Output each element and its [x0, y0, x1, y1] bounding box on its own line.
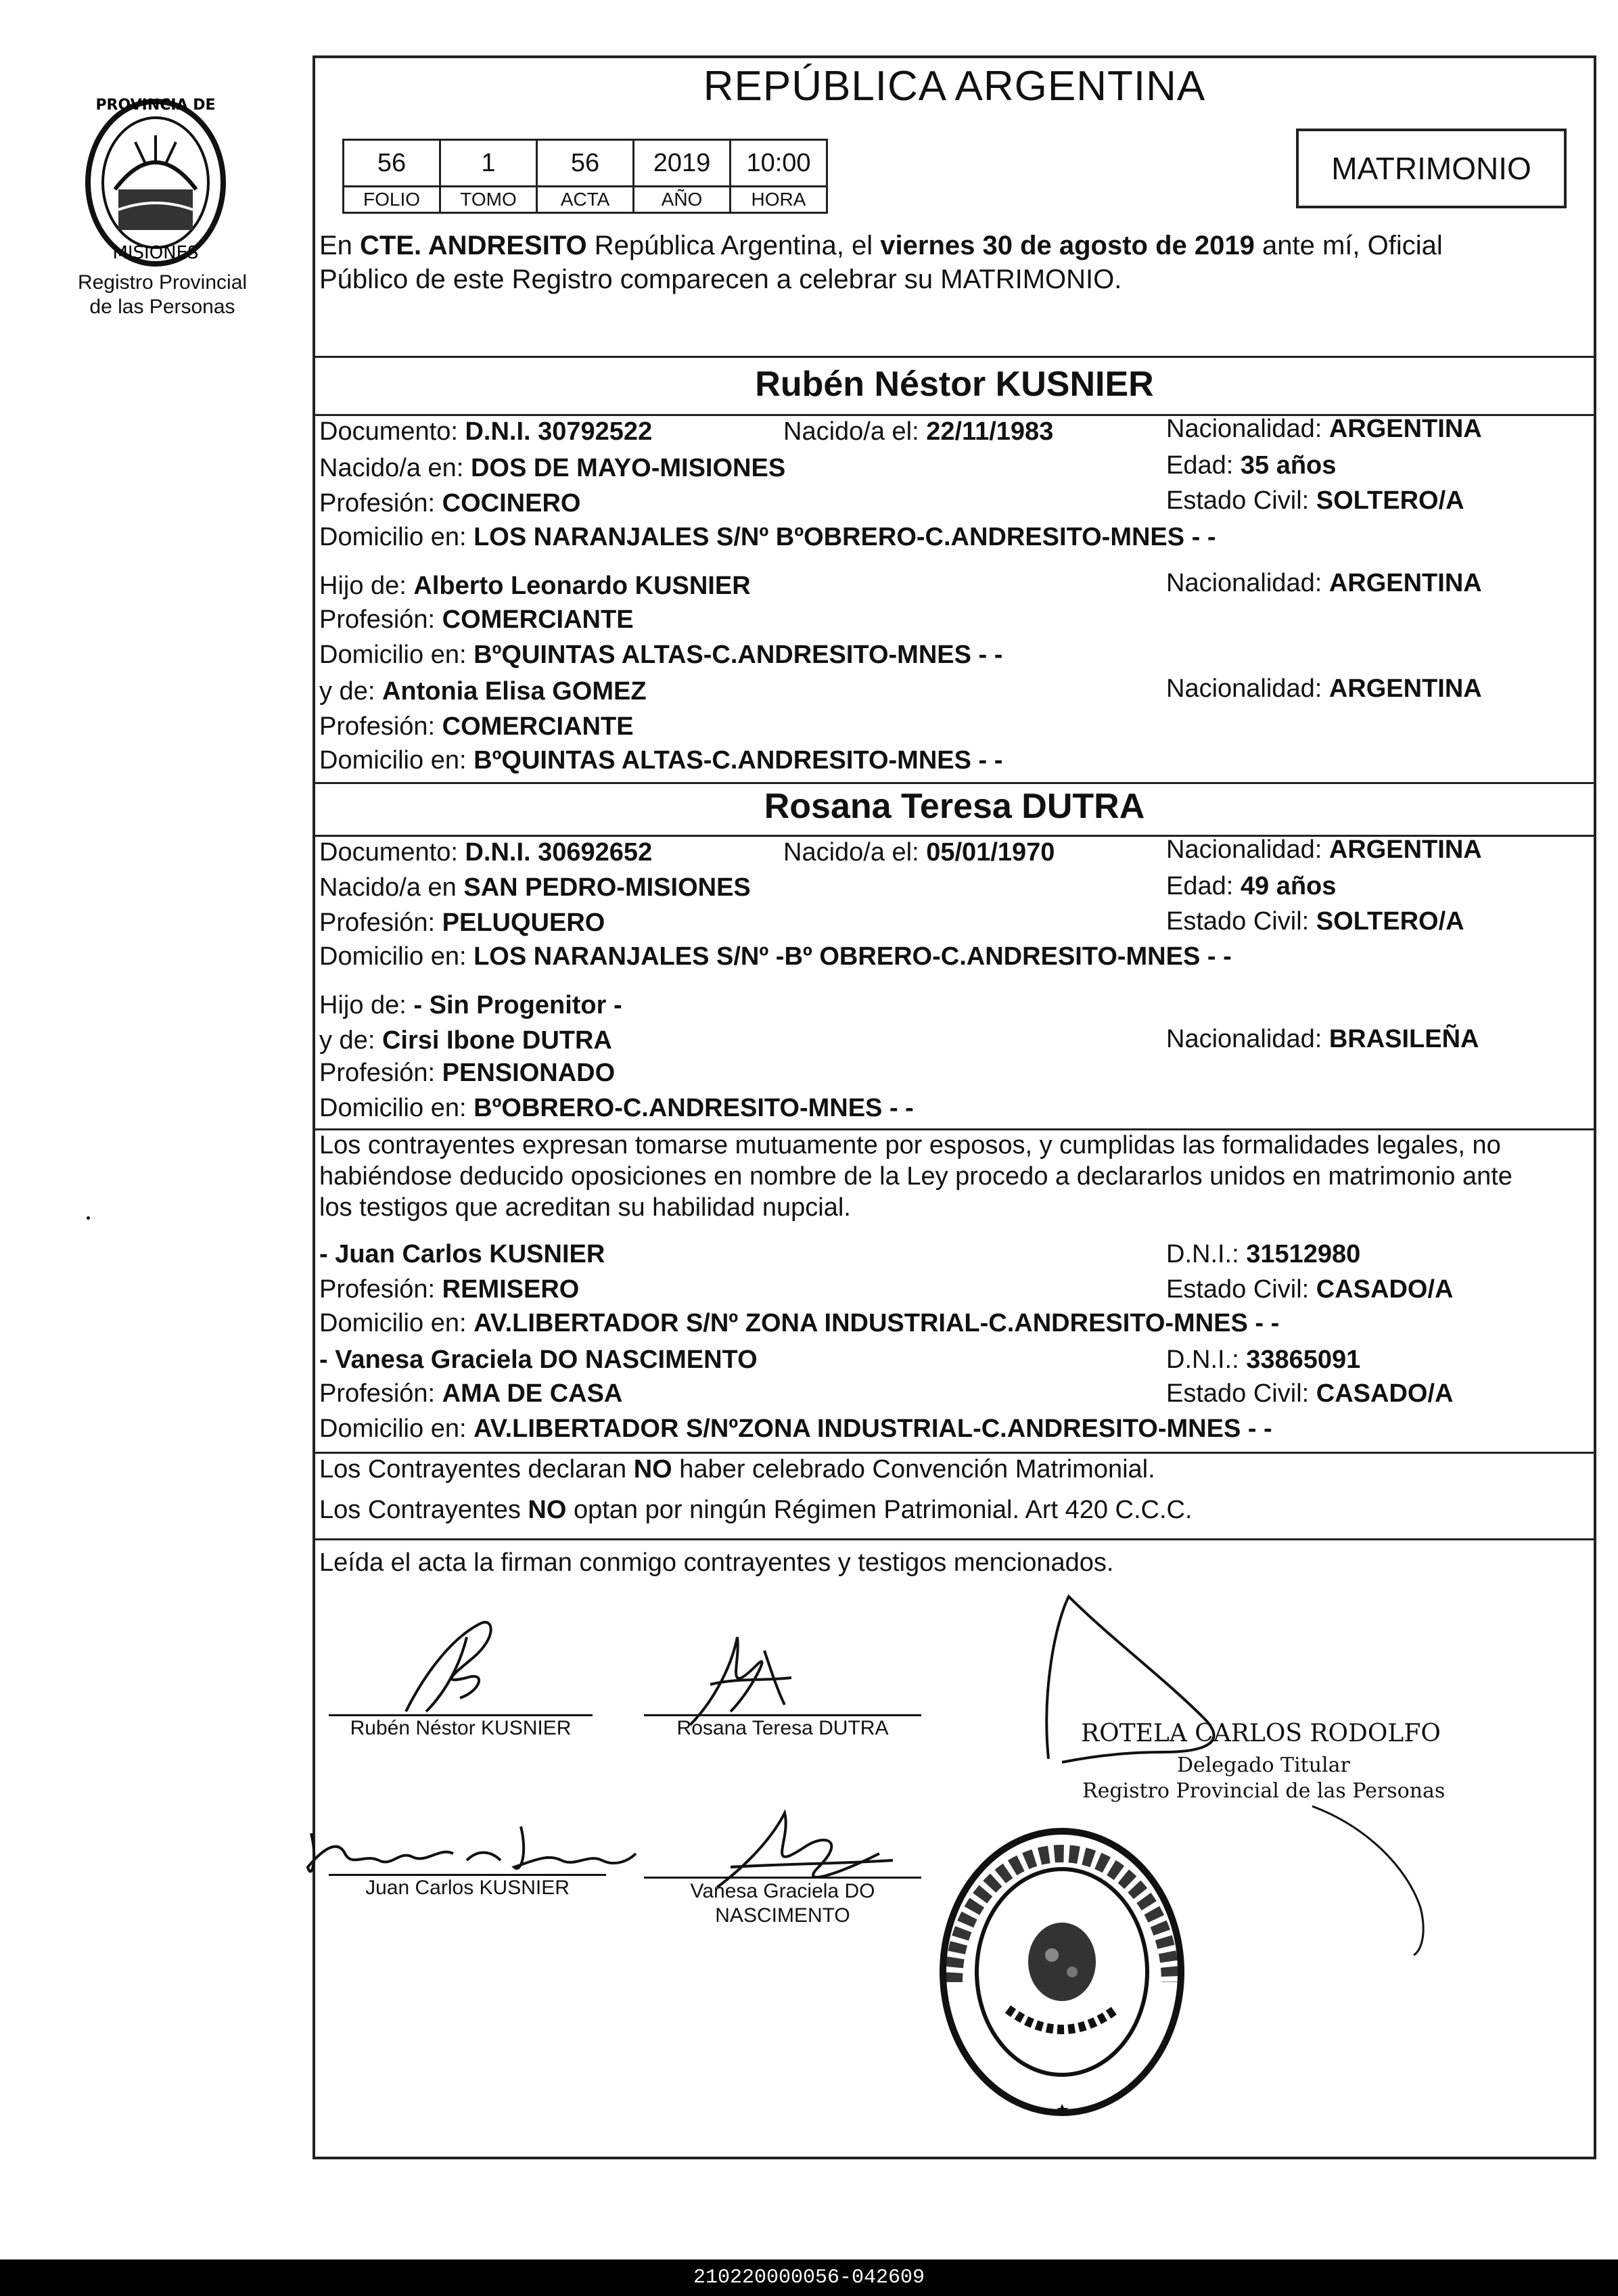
emphasis: NO — [633, 1455, 672, 1484]
value: 49 años — [1240, 872, 1337, 900]
divider — [313, 782, 1596, 784]
officer-organization: Registro Provincial de las Personas — [1082, 1779, 1446, 1803]
person2-mother — [319, 1024, 612, 1057]
intro-text: En — [319, 231, 361, 260]
value: Alberto Leonardo KUSNIER — [413, 572, 751, 600]
intro-text: ante mí, Oficial — [1254, 231, 1443, 260]
label: Profesión: — [319, 605, 436, 634]
page-title: REPÚBLICA ARGENTINA — [703, 63, 1206, 110]
value: ARGENTINA — [1328, 835, 1482, 864]
signature-name-vanesa-line2: NASCIMENTO — [715, 1904, 850, 1927]
signature-name-juan: Juan Carlos KUSNIER — [365, 1877, 570, 1899]
person2-father — [319, 989, 622, 1021]
label: y de: — [319, 677, 375, 706]
person1-mother-profession — [319, 710, 634, 743]
value: 33865091 — [1246, 1346, 1361, 1374]
intro-paragraph — [319, 229, 1591, 296]
person2-profession — [319, 906, 605, 939]
text: haber celebrado Convención Matrimonial. — [672, 1455, 1155, 1484]
value: AMA DE CASA — [442, 1379, 623, 1408]
label: D.N.I.: — [1166, 1346, 1239, 1374]
person2-nationality — [1166, 833, 1482, 866]
value: ARGENTINA — [1328, 415, 1482, 443]
label: Estado Civil: — [1166, 907, 1310, 936]
label: Profesión: — [319, 909, 436, 937]
declaration-line2: habiéndose deducido oposiciones en nombre de la Ley procedo a declararlos unidos en matrimonio ante — [319, 1162, 1512, 1191]
witness2-name — [319, 1344, 758, 1376]
logo-caption — [61, 271, 264, 319]
label: Nacionalidad: — [1166, 415, 1322, 443]
person2-address — [319, 940, 1232, 973]
folio-value: 56 — [344, 140, 440, 187]
registry-logo — [74, 88, 237, 271]
convention-line1 — [319, 1453, 1155, 1486]
person2-birthplace — [319, 871, 751, 904]
signature-name-ruben: Rubén Néstor KUSNIER — [350, 1717, 572, 1739]
person1-father-address — [319, 639, 1002, 671]
record-data-table — [342, 139, 828, 214]
value: LOS NARANJALES S/Nº BºOBRERO-C.ANDRESITO-MNES - - — [473, 523, 1216, 551]
person1-mother — [319, 675, 647, 708]
label: Estado Civil: — [1166, 486, 1310, 515]
document-id-footer: 210220000056-042609 — [0, 2259, 1618, 2296]
value: LOS NARANJALES S/Nº -Bº OBRERO-C.ANDRESITO-MNES - - — [473, 942, 1232, 971]
label: Nacionalidad: — [1166, 569, 1322, 597]
intro-line1 — [319, 229, 1591, 262]
label: Domicilio en: — [319, 1309, 467, 1337]
signature-line — [329, 1874, 606, 1876]
label: Domicilio en: — [319, 1094, 467, 1122]
declaration-paragraph — [319, 1130, 1595, 1223]
person1-age — [1166, 449, 1336, 482]
label: Edad: — [1166, 451, 1234, 480]
label: Nacido/a en — [319, 873, 457, 902]
label: Documento: — [319, 417, 458, 446]
value: 22/11/1983 — [926, 417, 1054, 446]
label: Profesión: — [319, 712, 436, 741]
value: 05/01/1970 — [926, 838, 1055, 867]
witness1-dni — [1166, 1238, 1360, 1270]
officer-title: Delegado Titular — [1177, 1753, 1350, 1777]
witness2-civil-status — [1166, 1377, 1453, 1410]
label: D.N.I.: — [1166, 1240, 1239, 1268]
value: PENSIONADO — [442, 1059, 616, 1087]
person2-mother-nationality — [1166, 1023, 1479, 1055]
intro-date: viernes 30 de agosto de 2019 — [880, 231, 1255, 260]
witness1-address — [319, 1307, 1279, 1339]
value: AV.LIBERTADOR S/Nº ZONA INDUSTRIAL-C.ANDRESITO-MNES - - — [473, 1309, 1280, 1337]
value: SAN PEDRO-MISIONES — [463, 873, 751, 902]
label: Estado Civil: — [1166, 1379, 1310, 1408]
label: Profesión: — [319, 489, 436, 518]
signature-name-rosana: Rosana Teresa DUTRA — [676, 1717, 889, 1739]
tomo-label: TOMO — [440, 187, 537, 213]
person1-birthdate — [783, 415, 1053, 448]
value: COCINERO — [442, 489, 581, 518]
value: - Vanesa Graciela DO NASCIMENTO — [319, 1346, 758, 1374]
person1-father — [319, 570, 751, 602]
person1-profession — [319, 487, 580, 520]
label: Nacido/a en: — [319, 454, 464, 482]
value: BºOBRERO-C.ANDRESITO-MNES - - — [473, 1094, 914, 1122]
text: Los Contrayentes — [319, 1496, 528, 1524]
person1-address — [319, 521, 1216, 553]
anio-label: AÑO — [634, 187, 731, 213]
label: Domicilio en: — [319, 641, 467, 669]
value: 31512980 — [1246, 1240, 1361, 1268]
value: BºQUINTAS ALTAS-C.ANDRESITO-MNES - - — [473, 746, 1003, 775]
witness2-dni — [1166, 1344, 1360, 1376]
value: BRASILEÑA — [1328, 1025, 1479, 1053]
person2-birthdate — [783, 836, 1055, 869]
value: PELUQUERO — [442, 909, 605, 937]
person1-mother-nationality — [1166, 672, 1482, 705]
value: CASADO/A — [1316, 1379, 1454, 1408]
stray-dot — [87, 1216, 90, 1220]
value: SOLTERO/A — [1316, 907, 1464, 936]
closing-statement: Leída el acta la firman conmigo contrayentes y testigos mencionados. — [319, 1548, 1114, 1577]
value: ARGENTINA — [1328, 674, 1482, 703]
hora-label: HORA — [731, 187, 827, 213]
label: Profesión: — [319, 1379, 436, 1408]
person1-father-nationality — [1166, 567, 1482, 599]
value: COMERCIANTE — [442, 712, 634, 741]
value: - Juan Carlos KUSNIER — [319, 1240, 605, 1268]
value: D.N.I. 30792522 — [465, 417, 653, 446]
hora-value: 10:00 — [731, 140, 827, 187]
label: Hijo de: — [319, 991, 407, 1019]
person1-father-profession — [319, 603, 634, 636]
value: CASADO/A — [1316, 1275, 1454, 1304]
acta-label: ACTA — [537, 187, 634, 213]
divider — [313, 356, 1596, 358]
label: Nacionalidad: — [1166, 1025, 1322, 1053]
intro-text: República Argentina, el — [586, 231, 881, 260]
label: y de: — [319, 1026, 375, 1055]
intro-line2: Público de este Registro comparecen a celebrar su MATRIMONIO. — [319, 265, 1122, 294]
person2-mother-profession — [319, 1057, 615, 1089]
value: BºQUINTAS ALTAS-C.ANDRESITO-MNES - - — [473, 641, 1003, 669]
label: Profesión: — [319, 1059, 436, 1087]
officer-name: ROTELA CARLOS RODOLFO — [1081, 1720, 1441, 1747]
label: Nacionalidad: — [1166, 674, 1322, 703]
value: DOS DE MAYO-MISIONES — [470, 454, 786, 482]
label: Domicilio en: — [319, 523, 467, 551]
label: Nacido/a el: — [783, 838, 919, 867]
svg-text:PROVINCIA DE: PROVINCIA DE — [95, 97, 216, 114]
label: Domicilio en: — [319, 942, 467, 971]
official-stamp-icon — [933, 1820, 1191, 2124]
person1-birthplace — [319, 452, 785, 484]
value: 35 años — [1240, 451, 1337, 480]
province-seal-icon — [74, 88, 237, 271]
witness1-civil-status — [1166, 1273, 1453, 1306]
value: - Sin Progenitor - — [413, 991, 622, 1019]
logo-caption-line1: Registro Provincial — [77, 271, 248, 294]
emphasis: NO — [528, 1496, 567, 1524]
person2-civil-status — [1166, 905, 1464, 938]
value: AV.LIBERTADOR S/NºZONA INDUSTRIAL-C.ANDRESITO-MNES - - — [473, 1415, 1272, 1443]
label: Edad: — [1166, 872, 1234, 900]
signature-line — [644, 1714, 921, 1716]
declaration-line3: los testigos que acreditan su habilidad nupcial. — [319, 1193, 851, 1222]
witness1-profession — [319, 1273, 579, 1306]
person2-mother-address — [319, 1092, 914, 1124]
text: optan por ningún Régimen Patrimonial. Art 420 C.C.C. — [566, 1496, 1193, 1524]
signature-name-vanesa — [644, 1879, 921, 1928]
label: Documento: — [319, 838, 458, 867]
convention-line2 — [319, 1494, 1193, 1526]
text: Los Contrayentes declaran — [319, 1455, 634, 1484]
value: COMERCIANTE — [442, 605, 634, 634]
logo-caption-line2: de las Personas — [89, 296, 235, 318]
label: Hijo de: — [319, 572, 407, 600]
person1-name-heading: Rubén Néstor KUSNIER — [755, 365, 1154, 404]
signature-ruben-drawing — [365, 1610, 528, 1725]
divider — [313, 1538, 1596, 1540]
value: D.N.I. 30692652 — [465, 838, 653, 867]
person1-nationality — [1166, 413, 1482, 445]
value: REMISERO — [442, 1275, 580, 1304]
value: Cirsi Ibone DUTRA — [382, 1026, 612, 1055]
person1-mother-address — [319, 744, 1002, 777]
label: Domicilio en: — [319, 1415, 467, 1443]
value: ARGENTINA — [1328, 569, 1482, 597]
label: Domicilio en: — [319, 746, 467, 775]
folio-label: FOLIO — [344, 187, 440, 213]
signature-line — [329, 1714, 593, 1716]
acta-value: 56 — [537, 140, 634, 187]
witness2-address — [319, 1413, 1272, 1445]
person1-document — [319, 415, 652, 448]
label: Nacionalidad: — [1166, 835, 1322, 864]
label: Nacido/a el: — [783, 417, 919, 446]
svg-text:MISIONES: MISIONES — [112, 243, 199, 263]
label: Estado Civil: — [1166, 1275, 1310, 1304]
person2-document — [319, 836, 652, 869]
intro-place: CTE. ANDRESITO — [360, 231, 587, 260]
witness2-profession — [319, 1377, 622, 1410]
value: SOLTERO/A — [1316, 486, 1464, 515]
person1-civil-status — [1166, 484, 1464, 517]
signature-name-vanesa-line1: Vanesa Graciela DO — [690, 1880, 875, 1902]
value: Antonia Elisa GOMEZ — [382, 677, 647, 706]
person2-age — [1166, 870, 1336, 902]
declaration-line1: Los contrayentes expresan tomarse mutuamente por esposos, y cumplidas las formalidades legales, no — [319, 1131, 1501, 1160]
tomo-value: 1 — [440, 140, 537, 187]
anio-value: 2019 — [634, 140, 731, 187]
person2-name-heading: Rosana Teresa DUTRA — [764, 787, 1145, 826]
label: Profesión: — [319, 1275, 436, 1304]
signature-line — [644, 1877, 921, 1879]
witness1-name — [319, 1238, 605, 1270]
record-type-box: MATRIMONIO — [1296, 129, 1567, 208]
